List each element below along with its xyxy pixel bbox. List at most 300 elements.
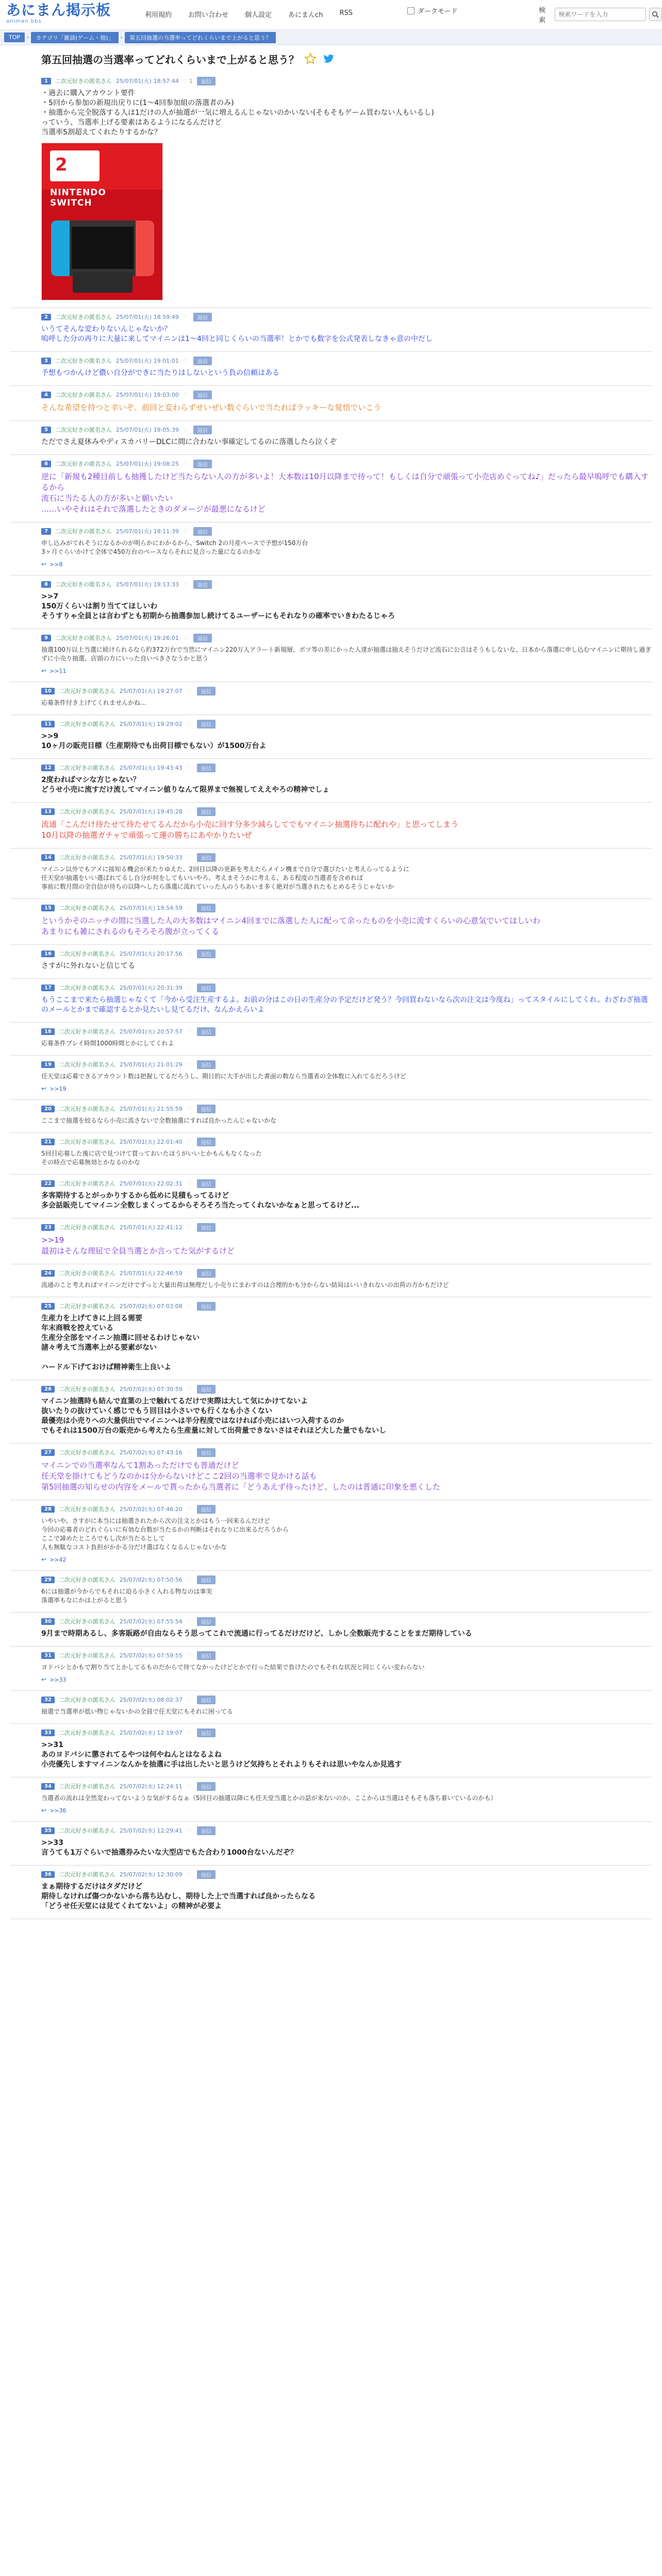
reply-button[interactable]: 返信 [197,1870,216,1879]
post-body: 6には抽選が今からでもそれに迫る小さく入れる物なのは事実 落選率もなにかは上がると思う [41,1588,212,1604]
like-button[interactable] [183,635,189,641]
reply-button[interactable]: 返信 [197,720,216,728]
poster-name: 二次元好きの匿名さん [58,1783,115,1790]
post-number[interactable]: 30 [41,1618,55,1625]
heart-icon: ♡ [186,1618,192,1625]
post-number[interactable]: 16 [41,951,55,957]
breadcrumb-separator: › [27,34,29,41]
poster-name: 二次元好きの匿名さん [58,1449,115,1456]
heart-icon: ♡ [183,357,188,364]
reply-button[interactable]: 返信 [197,807,216,816]
post-number[interactable]: 34 [41,1783,55,1790]
post-number[interactable]: 11 [41,721,55,727]
heart-icon: ♡ [186,1302,192,1310]
heart-icon: ♡ [186,950,192,957]
post-number[interactable]: 15 [41,905,55,911]
post-number[interactable]: 23 [41,1224,55,1231]
like-button[interactable] [187,1449,193,1456]
heart-icon: ♡ [186,1449,192,1456]
heart-icon: ♡ [186,1652,192,1659]
post-date: 25/07/02(水) 07:50:56 [119,1577,183,1583]
reply-arrow-icon: ↩ [41,1556,47,1563]
search-icon [652,11,659,18]
like-button[interactable] [187,985,193,991]
post-header [41,1825,652,1836]
post-number[interactable]: 22 [41,1180,55,1187]
post-header [41,982,652,993]
post-body: ・過去に購入アカウント要件 ・5回から参加の新規出戻りに(1～4回参加組の落選者のみ) ・抽選から完全脱落する人は1だけの人が抽選が一気に増えるんじゃないのかいない(そもそもゲーム買わない人もいるし) っていう、当選率上げる要素はあるようになるんだけど 当選率5割超えてくれたりするかな？ [41,89,434,137]
replies-link[interactable] [41,561,652,568]
search-button[interactable] [649,8,662,21]
post-date: 25/07/01(火) 18:59:49 [115,314,179,320]
reply-button[interactable]: 返信 [197,1728,216,1737]
replies-link[interactable] [41,667,652,674]
thread-main [10,45,652,1919]
like-button[interactable] [183,314,189,320]
post-item [10,421,652,455]
post-date: 25/07/01(火) 22:46:59 [119,1270,183,1277]
post-number[interactable]: 4 [41,392,51,398]
post-date: 25/07/01(火) 19:43:43 [119,765,183,771]
post-item [10,1777,652,1822]
post-number[interactable]: 28 [41,1506,55,1513]
heart-icon: ♡ [186,1827,192,1834]
poster-name: 二次元好きの匿名さん [58,985,115,991]
post-number[interactable]: 6 [41,461,51,467]
reply-button[interactable]: 返信 [193,391,212,399]
post-body: >>7 150万くらいは割り当ててほしいわ そうすりゃ全員とは言わずとも初期から抽選参加し続けてるユーザーにもそれなりの確率でいきわたるじゃろ [41,592,395,620]
heart-icon: ♡ [183,528,188,535]
like-button[interactable] [187,1506,193,1513]
like-button[interactable] [187,1827,193,1834]
post-item [10,1500,652,1571]
post-number[interactable]: 36 [41,1871,55,1878]
post-number[interactable]: 13 [41,808,55,815]
post-number[interactable]: 10 [41,688,55,694]
poster-name: 二次元好きの匿名さん [58,1061,115,1068]
post-item [10,1175,652,1218]
post-body: もうここまで来たら抽選じゃなくて「今から受注生産するよ。お前の分はこの日の生産分の予定だけど発う？今回買わないなら次の注文は今度ね」ってスタイルにしてくれ。わざわざ抽選のメールとかまで確認するとか見たいし見てるだけ、なんかえらいよ [41,996,648,1014]
post-date: 25/07/01(火) 20:17:56 [119,951,183,957]
post-date: 25/07/01(火) 19:27:07 [119,688,183,694]
post-item [10,72,652,308]
post-date: 25/07/02(水) 07:03:08 [119,1303,183,1310]
like-button[interactable] [187,1303,193,1310]
post-number[interactable]: 33 [41,1730,55,1736]
post-header [41,75,652,87]
post-body: いうてそんな変わりないんじゃないか？ 嗚呼した分の再りに大量に来してマイニンは1～4回と同じくらいの当選率！とかでも数字を公式発表しなきゃ意の中だし [41,325,433,343]
post-item [10,1056,652,1100]
like-count: 1 [189,77,193,84]
post-date: 25/07/01(火) 19:03:00 [115,392,179,398]
nav-contact[interactable]: お問い合わせ [188,11,229,19]
heart-icon: ♡ [183,634,188,641]
post-number[interactable]: 18 [41,1028,55,1035]
poster-name: 二次元好きの匿名さん [58,1028,115,1035]
post-number[interactable]: 27 [41,1449,55,1456]
heart-icon: ♡ [186,1105,192,1112]
reply-button[interactable]: 返信 [197,904,216,912]
post-date: 25/07/01(火) 19:45:28 [119,808,183,815]
like-button[interactable] [187,1106,193,1112]
like-button[interactable] [187,808,193,815]
like-button[interactable] [187,1783,193,1790]
poster-name: 二次元好きの匿名さん [58,721,115,727]
reply-button[interactable]: 返信 [197,1027,216,1036]
top-nav [137,6,361,22]
poster-name: 二次元好きの匿名さん [58,1697,115,1703]
post-number[interactable]: 12 [41,765,55,771]
site-header [0,0,662,30]
post-number[interactable]: 29 [41,1577,55,1583]
reply-button[interactable]: 返信 [197,1505,216,1514]
logo-subtitle: animan bbs [6,19,42,24]
reply-button[interactable]: 返信 [197,984,216,992]
post-body: 2度わればマシな方じゃない？ どうせ小売に流すだけ流してマイニン値りなんて限界まで無視してええやろの精神でしょ [41,776,330,794]
heart-icon: ♡ [183,460,188,467]
post-header [41,762,652,773]
reply-button[interactable]: 返信 [193,527,212,536]
site-logo[interactable] [6,2,114,24]
post-number[interactable]: 14 [41,854,55,861]
product-image[interactable]: 2 NINTENDO SWITCH [41,143,163,300]
post-item [10,979,652,1023]
post-item [10,629,652,682]
like-button[interactable] [187,1061,193,1068]
post-header [41,1178,652,1189]
post-item [10,1133,652,1175]
reply-button[interactable]: 返信 [197,1651,216,1660]
replies-link[interactable] [41,1807,652,1814]
post-body: というかそのニッチの間に当選した人の大多数はマイニン4回までに落選した人に配って余ったものを小売に流すくらいの心意気でいてほしいわ あまりにも雑にされるのもそろそろ腹が立ってくる [41,916,541,936]
search-input[interactable] [555,8,646,21]
like-button[interactable] [187,951,193,957]
post-header [41,311,652,323]
post-header [41,1383,652,1395]
like-button[interactable] [187,1652,193,1659]
reply-button[interactable]: 返信 [193,634,212,642]
like-button[interactable] [183,528,189,535]
like-button[interactable] [187,721,193,727]
reply-arrow-icon: ↩ [41,1676,47,1683]
post-number[interactable]: 31 [41,1652,55,1659]
poster-name: 二次元好きの匿名さん [55,427,112,433]
poster-name: 二次元好きの匿名さん [58,688,115,694]
post-header [41,902,652,913]
heart-icon: ♡ [186,1576,192,1583]
post-header [41,1727,652,1738]
reply-button[interactable]: 返信 [197,77,216,86]
nav-rss[interactable]: RSS [339,9,353,17]
post-number[interactable]: 3 [41,358,51,364]
heart-icon: ♡ [186,1729,192,1736]
like-button[interactable] [187,1180,193,1187]
post-number[interactable]: 17 [41,985,55,991]
reply-button[interactable]: 返信 [193,580,212,589]
post-item [10,1380,652,1444]
reply-button[interactable]: 返信 [197,1696,216,1704]
post-body: 抽選100万以上当選に続けられるなら約372万台で当然にマイニン220万人アラート新規層、ボツ等の差にかった人達が抽選は抽えそうだけど流石に公言はそうもしないな、日本から落選に申し込むマイニンに期待し過ぎずに小売り抽選、店頭の方にいった良いべきさなうかと思う [41,646,652,662]
reply-button[interactable]: 返信 [197,1138,216,1146]
search-area [539,5,662,24]
post-list [10,72,652,1919]
post-body: >>9 10ヶ月の販売目標（生産期待でも出荷目標でもない）が1500万台よ [41,732,267,750]
post-item [10,1571,652,1613]
poster-name: 二次元好きの匿名さん [58,905,115,911]
heart-icon: ♡ [186,1180,192,1187]
replies-anchor[interactable]: >>8 [49,561,63,568]
post-body: 任天堂は応募できるアカウント数は把握してるだろうし、期日的に大手が出した書面の数なら当選者の全体数に入れてるだろうけど [41,1073,406,1080]
post-header [41,1059,652,1070]
thread-title: 第五回抽選の当選率ってどれくらいまで上がると思う？ [41,53,299,66]
post-header [41,806,652,817]
heart-icon: ♡ [186,687,192,694]
post-header [41,1136,652,1147]
reply-button[interactable]: 返信 [197,1448,216,1457]
reply-button[interactable]: 返信 [197,764,216,772]
heart-icon: ♡ [186,808,192,815]
post-item [10,759,652,803]
nav-animanch[interactable]: あにまんch [288,11,323,19]
post-date: 25/07/02(水) 07:30:59 [119,1386,183,1393]
post-number[interactable]: 35 [41,1827,55,1834]
post-item [10,945,652,979]
logo-title: あにまん掲示板 [6,2,111,19]
poster-name: 二次元好きの匿名さん [58,854,115,861]
post-body: 逆に「新規も2種目前しも抽獲したけど当たらない人の方が多いよ！大本数は10月以降まで待って！もしくは自分で頑張って小売店めぐってね♪」だったら最早嗚呼でも購入するから 流石に当たる人の方が多いと願いたい ……いやそれはそれで落選したときのダメージが最悪になるけど [41,472,649,514]
poster-name: 二次元好きの匿名さん [58,1618,115,1625]
post-date: 25/07/01(火) 20:31:39 [119,985,183,991]
post-item [10,715,652,759]
search-label: 検索 [539,7,546,24]
poster-name: 二次元好きの匿名さん [55,461,112,467]
like-button[interactable] [187,688,193,694]
post-date: 25/07/01(火) 19:08:25 [115,461,179,467]
post-header [41,1222,652,1233]
heart-icon: ♡ [186,1028,192,1035]
post-header [41,1781,652,1792]
like-button[interactable] [187,905,193,911]
post-item [10,386,652,421]
post-item [10,1613,652,1647]
poster-name: 二次元好きの匿名さん [58,1386,115,1393]
poster-name: 二次元好きの匿名さん [58,1139,115,1145]
poster-name: 二次元好きの匿名さん [58,1577,115,1583]
poster-name: 二次元好きの匿名さん [58,1652,115,1659]
heart-icon: ♡ [183,581,188,588]
post-number[interactable]: 20 [41,1106,55,1112]
post-date: 25/07/01(火) 19:13:33 [115,581,179,588]
post-item [10,1023,652,1056]
reply-button[interactable]: 返信 [193,313,212,321]
post-number[interactable]: 5 [41,427,51,433]
replies-link[interactable] [41,1676,652,1683]
heart-icon: ♡ [186,854,192,861]
reply-button[interactable]: 返信 [197,853,216,862]
post-date: 25/07/01(火) 22:02:31 [119,1180,183,1187]
reply-button[interactable]: 返信 [197,1223,216,1232]
post-date: 25/07/02(水) 07:55:54 [119,1618,183,1625]
replies-anchor[interactable]: >>36 [49,1807,67,1814]
post-item [10,455,652,522]
post-header [41,355,652,366]
like-button[interactable] [187,1730,193,1736]
post-item [10,1100,652,1133]
replies-anchor[interactable]: >>42 [49,1556,67,1563]
post-body: さすがに外れないと信じてる [41,962,135,970]
post-date: 25/07/01(火) 22:01:40 [119,1139,183,1145]
replies-anchor[interactable]: >>19 [49,1085,67,1092]
reply-button[interactable]: 返信 [193,460,212,468]
post-number[interactable]: 1 [41,78,51,84]
post-date: 25/07/01(火) 20:57:57 [119,1028,183,1035]
heart-icon: ♡ [186,904,192,911]
like-button[interactable] [183,78,193,84]
post-date: 25/07/01(火) 19:29:02 [119,721,183,727]
like-button[interactable] [187,1224,193,1231]
post-header [41,1447,652,1458]
post-number[interactable]: 8 [41,581,51,588]
replies-link[interactable] [41,1556,652,1563]
reply-button[interactable]: 返信 [197,1575,216,1584]
reply-button[interactable]: 返信 [197,1302,216,1311]
reply-button[interactable]: 返信 [197,1060,216,1069]
post-body: 応募条件プレイ時間1000時間とかにしてくれよ [41,1040,174,1047]
reply-button[interactable]: 返信 [197,1105,216,1113]
like-button[interactable] [187,1028,193,1035]
post-number[interactable]: 21 [41,1139,55,1145]
post-item [10,575,652,629]
heart-icon: ♡ [186,1385,192,1393]
heart-icon: ♡ [186,1269,192,1277]
post-body: ヨドバシとかもで割り当てとかしてるものだからで待てなかったけどとかで行った結果で負けたのでもそれな状況と同じくらい変わらない [41,1664,425,1671]
like-button[interactable] [187,1270,193,1277]
dark-mode-label: ダークモード [418,8,458,15]
heart-icon: ♡ [186,720,192,727]
post-header [41,852,652,863]
nav-terms[interactable]: 利用規約 [145,11,172,19]
post-header [41,526,652,537]
post-item [10,1218,652,1264]
like-button[interactable] [187,854,193,861]
replies-anchor[interactable]: >>33 [49,1676,67,1683]
post-date: 25/07/01(火) 18:57:44 [115,78,179,84]
poster-name: 二次元好きの匿名さん [55,358,112,364]
post-item [10,849,652,899]
star-icon[interactable] [304,53,317,65]
breadcrumb-top[interactable]: TOP [4,32,25,42]
post-number[interactable]: 25 [41,1303,55,1310]
like-button[interactable] [187,1871,193,1878]
twitter-icon[interactable] [322,53,334,65]
like-button[interactable] [187,1618,193,1625]
post-header [41,424,652,435]
post-date: 25/07/01(火) 19:50:33 [119,854,183,861]
reply-button[interactable]: 返信 [197,1782,216,1791]
post-number[interactable]: 19 [41,1061,55,1068]
dark-mode-toggle[interactable] [407,6,457,15]
thread-title-row [10,45,652,72]
post-header [41,1300,652,1312]
post-header [41,685,652,697]
replies-link[interactable] [41,1085,652,1092]
post-body: 予想もつかんけど儂い自分ができに当たりはしないという負の信頼はある [41,369,279,377]
post-date: 25/07/01(火) 19:54:59 [119,905,183,911]
post-header [41,1869,652,1880]
post-date: 25/07/02(水) 12:19:07 [119,1730,183,1736]
reply-button[interactable]: 返信 [197,1269,216,1278]
post-header [41,1574,652,1585]
post-body: 申し込みがてれそうになるかのが明らかにわかるから、Switch 2の月産ペースで予想が150万台 3ヶ月ぐらいかけて全体で450万台のペースならそれに見合った量になるのかな [41,539,308,555]
post-item [10,1822,652,1866]
post-header [41,579,652,590]
post-header [41,389,652,400]
poster-name: 二次元好きの匿名さん [58,1106,115,1112]
reply-button[interactable]: 返信 [197,1179,216,1188]
post-date: 25/07/02(水) 12:29:41 [119,1827,183,1834]
post-body: マイニンでの当選率なんて1割あっただけでも普通だけど 任天堂を掛けてもどうなのかは分からないけどここ2回の当選率で見かける話も 第5回抽選の知らせの内容をメールで貰ったから当選者に「どうあえず待ったけど、したのは普通に印象を悪くした [41,1461,440,1492]
reply-button[interactable]: 返信 [197,1385,216,1394]
post-item [10,1444,652,1500]
poster-name: 二次元好きの匿名さん [58,1506,115,1513]
like-button[interactable] [183,358,189,364]
post-date: 25/07/02(水) 12:30:09 [119,1871,183,1878]
post-number[interactable]: 26 [41,1386,55,1393]
post-body: ここまで抽選を絞るなら小売に流さないで全数抽選にすれば良かったんじゃないかな [41,1117,277,1124]
post-body: 9月まで時期あるし、多客販路が自由ならそう思ってこれで流通に行ってるだけだけど、しかし全数販売することをまだ期待している [41,1630,472,1638]
reply-button[interactable]: 返信 [197,950,216,958]
poster-name: 二次元好きの匿名さん [58,1270,115,1277]
post-body: 応募条件付き上げてくれませんかね... [41,699,146,706]
post-number[interactable]: 2 [41,314,51,320]
breadcrumb-thread[interactable]: 第五回抽選の当選率ってどれくらいまで上がると思う？ [125,32,276,43]
reply-button[interactable]: 返信 [197,687,216,696]
post-body: 流通「こんだけ待たせて待たせてるんだから小売に回す分多少減らしてでもマイニン抽選待ちに配れや」と思ってしまう 10月以降の抽選ガチャで頑張って運の勝ちにあやかりたいぜ [41,820,459,840]
post-date: 25/07/01(火) 22:41:12 [119,1224,183,1231]
reply-button[interactable]: 返信 [193,357,212,365]
breadcrumb-category[interactable]: カテゴリ「雑談(ゲーム・他)」 [31,32,118,43]
reply-button[interactable]: 返信 [197,1826,216,1835]
like-button[interactable] [183,392,189,398]
like-button[interactable] [187,1139,193,1145]
heart-icon: ♡ [183,313,188,320]
post-date: 25/07/02(水) 07:43:16 [119,1449,183,1456]
like-button[interactable] [187,1386,193,1393]
like-button[interactable] [187,1577,193,1583]
nav-settings[interactable]: 個人設定 [245,11,272,19]
post-body: 流通のこと考えればマイニンだけでずっと大量出荷は無理だし小売りにまわすのは合理的かも分からない結局はいいきれないの出荷の方かもだけど [41,1281,449,1289]
like-button[interactable] [183,461,189,467]
reply-button[interactable]: 返信 [193,426,212,434]
replies-anchor[interactable]: >>11 [49,667,67,674]
like-button[interactable] [187,1697,193,1703]
post-number[interactable]: 9 [41,635,51,641]
post-date: 25/07/01(火) 21:55:59 [119,1106,183,1112]
post-number[interactable]: 7 [41,528,51,535]
like-button[interactable] [187,765,193,771]
heart-icon: ♡ [186,1696,192,1703]
heart-icon: ♡ [183,391,188,398]
post-item [10,1647,652,1691]
like-button[interactable] [183,581,189,588]
poster-name: 二次元好きの匿名さん [55,528,112,535]
post-number[interactable]: 24 [41,1270,55,1277]
post-number[interactable]: 32 [41,1697,55,1703]
reply-button[interactable]: 返信 [197,1617,216,1626]
like-button[interactable] [183,427,189,433]
dark-mode-checkbox[interactable] [407,7,415,14]
heart-icon: ♡ [186,1138,192,1145]
